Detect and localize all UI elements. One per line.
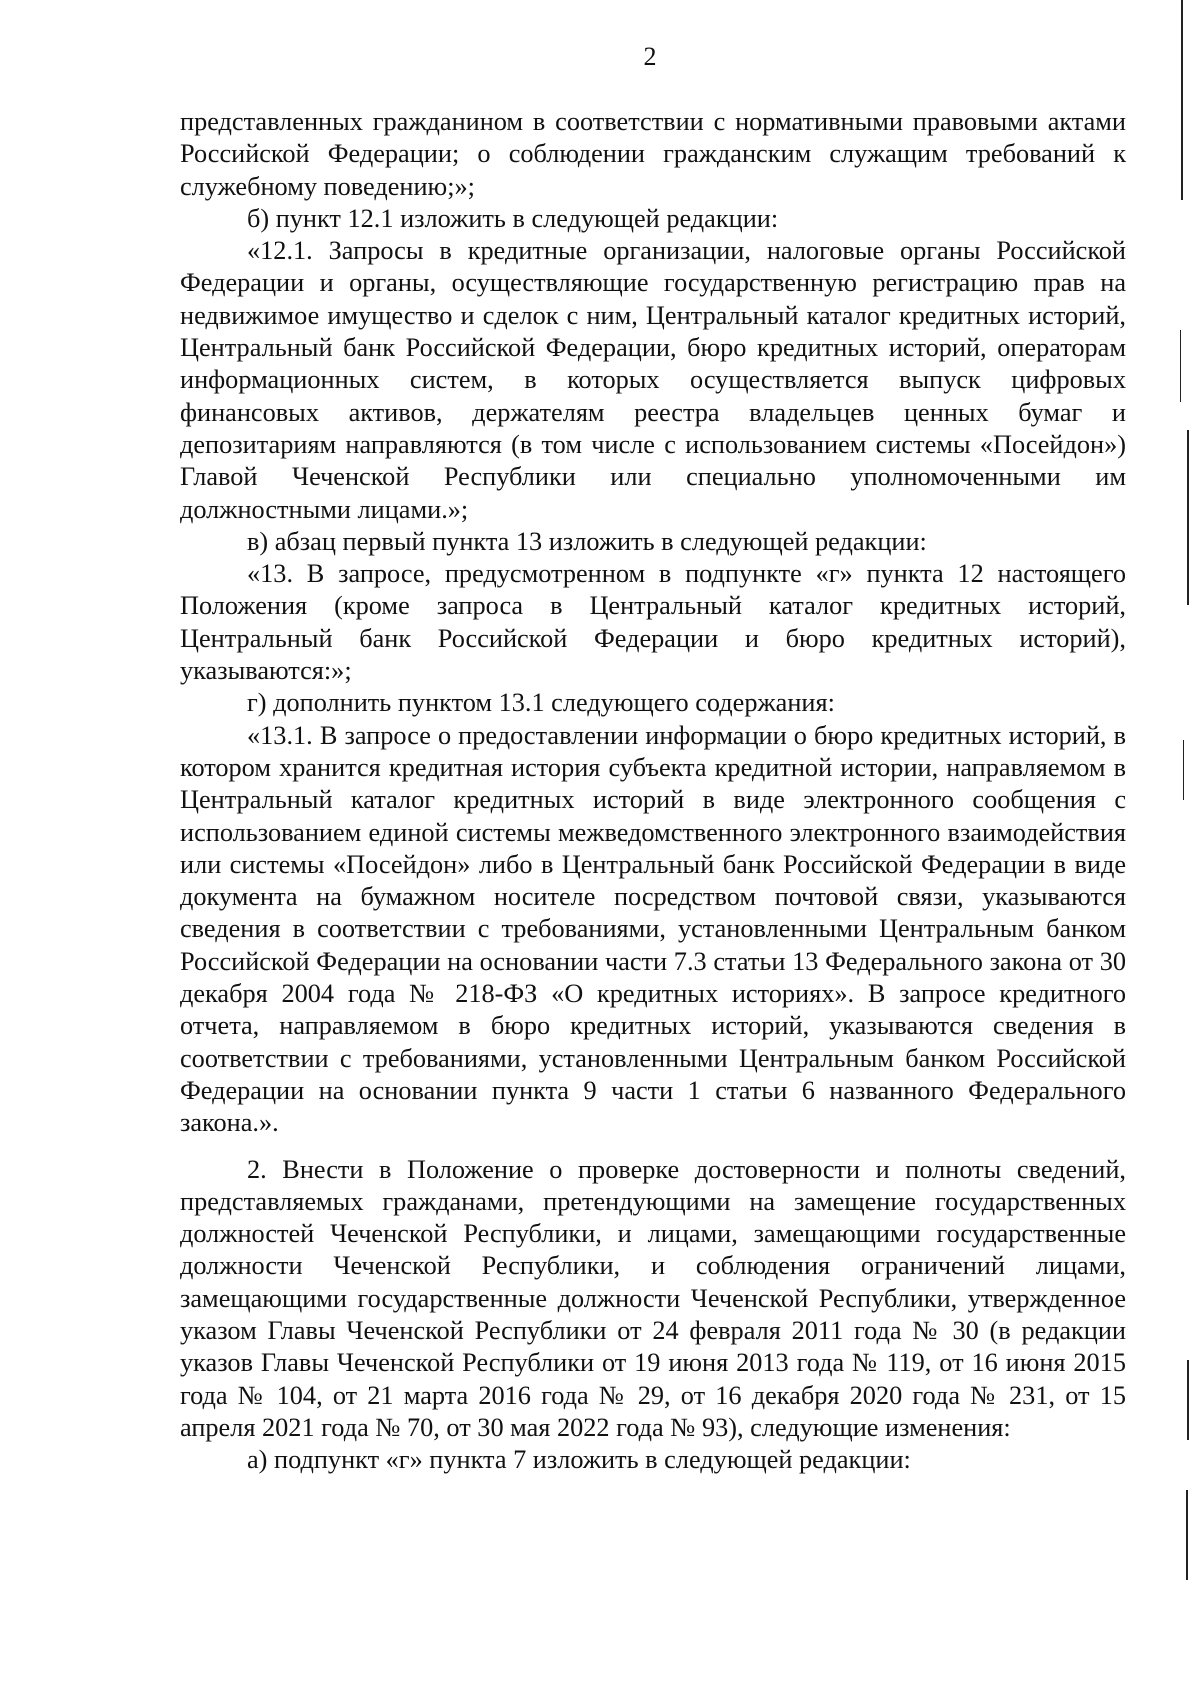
scan-edge-line xyxy=(1183,740,1184,800)
scan-edge-line xyxy=(1187,1360,1189,1440)
paragraph-item-b: б) пункт 12.1 изложить в следующей редакции: xyxy=(247,203,779,233)
scan-edge-line xyxy=(1180,330,1181,402)
page-number: 2 xyxy=(643,42,657,71)
paragraph-continuation: представленных гражданином в соответствии с нормативными правовыми актами Российской Федерации; о соблюдении гражданским служащим требований к служебному поведению;»; xyxy=(180,107,1126,201)
scan-edge-line xyxy=(1181,0,1183,200)
paragraph-item-a: а) подпункт «г» пункта 7 изложить в следующей редакции: xyxy=(247,1445,911,1475)
scan-edge-line xyxy=(1187,430,1189,605)
paragraph-item-g: г) дополнить пунктом 13.1 следующего содержания: xyxy=(247,688,835,718)
paragraph-quote-13-1: «13.1. В запросе о предоставлении информации о бюро кредитных историй, в котором хранится кредитная история субъекта кредитной истории, направляемом в Центральный каталог кредитных историй в виде электронного сообщения с использованием единой системы межведомственного электронного взаимодействия или системы «Посейдон» либо в Центральный банк Российской Федерации в виде документа на бумажном носителе посредством почтовой связи, указываются сведения в соответствии с требованиями, установленными Центральным банком Российской Федерации на основании части 7.3 статьи 13 Федерального закона от 30 декабря 2004 года № 218-ФЗ «О кредитных историях». В запросе кредитного отчета, направляемом в бюро кредитных историй, указываются сведения в соответствии с требованиями, установленными Центральным банком Российской Федерации на основании пункта 9 части 1 статьи 6 названного Федерального закона.». xyxy=(180,720,1126,1138)
paragraph-quote-12-1: «12.1. Запросы в кредитные организации, налоговые органы Российской Федерации и органы, осуществляющие государственную регистрацию прав на недвижимое имущество и сделок с ним, Центральный каталог кредитных историй, Центральный банк Российской Федерации, бюро кредитных историй, операторам информационных систем, в которых осуществляется выпуск цифровых финансовых активов, держателям реестра владельцев ценных бумаг и депозитариям направляются (в том числе с использованием системы «Посейдон») Главой Чеченской Республики или специально уполномоченными им должностными лицами.»; xyxy=(180,236,1126,524)
paragraph-item-2: 2. Внести в Положение о проверке достоверности и полноты сведений, представляемых гражданами, претендующими на замещение государственных должностей Чеченской Республики, и лицами, замещающими государственные должности Чеченской Республики, и соблюдения ограничений лицами, замещающими государственные должности Чеченской Республики, утвержденное указом Главы Чеченской Республики от 24 февраля 2011 года № 30 (в редакции указов Главы Чеченской Республики от 19 июня 2013 года № 119, от 16 июня 2015 года № 104, от 21 марта 2016 года № 29, от 16 декабря 2020 года № 231, от 15 апреля 2021 года № 70, от 30 мая 2022 года № 93), следующие изменения: xyxy=(180,1154,1126,1442)
paragraph-item-v: в) абзац первый пункта 13 изложить в следующей редакции: xyxy=(247,526,927,556)
scan-edge-line xyxy=(1186,1490,1188,1580)
paragraph-quote-13: «13. В запросе, предусмотренном в подпункте «г» пункта 12 настоящего Положения (кроме запроса в Центральный каталог кредитных историй, Центральный банк Российской Федерации и бюро кредитных историй), указываются:»; xyxy=(180,559,1126,686)
document-body xyxy=(180,106,1126,1476)
